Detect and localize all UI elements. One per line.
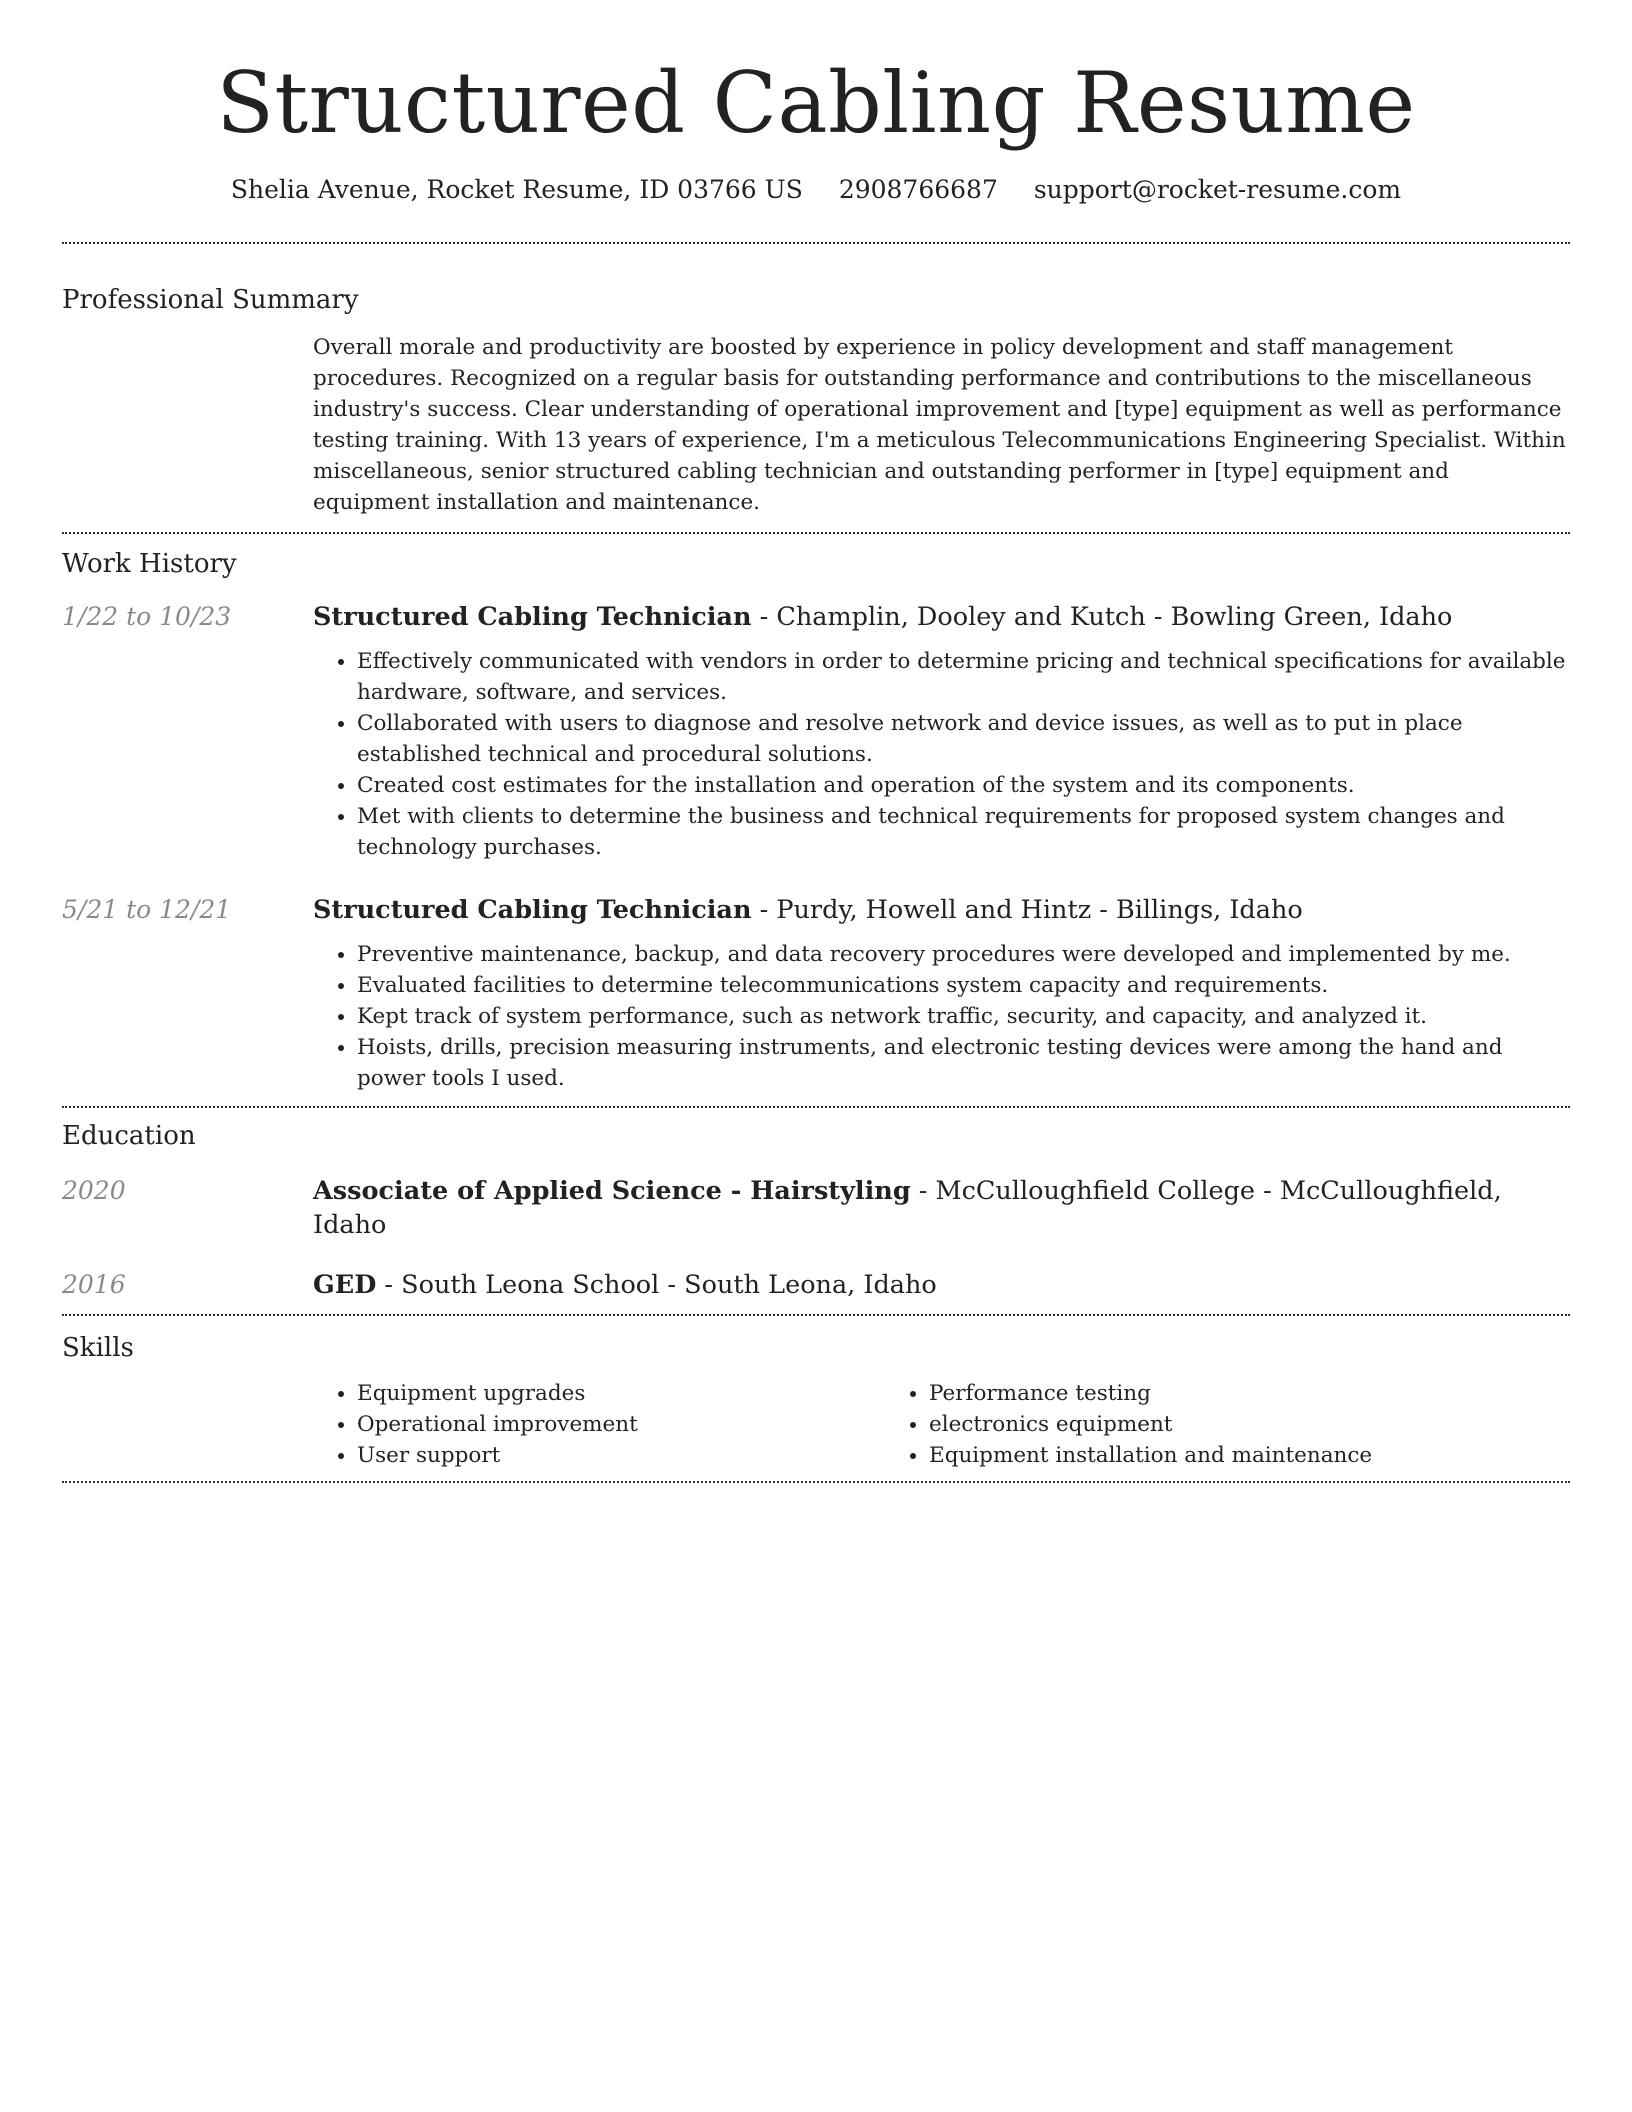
skills-list <box>313 1378 1570 1471</box>
education-school: - McCulloughfield College - McCulloughfield, Idaho <box>313 1176 1502 1240</box>
contact-address: Shelia Avenue, Rocket Resume, ID 03766 US <box>230 175 803 204</box>
list-item: • Collaborated with users to diagnose and resolve network and device issues, as well as to put in place established technical and procedural solutions. <box>357 708 1570 770</box>
contact-line <box>62 172 1570 208</box>
list-item: • electronics equipment <box>929 1409 1457 1440</box>
list-item: • Performance testing <box>929 1378 1457 1409</box>
section-title-work-history: Work History <box>62 549 237 579</box>
skills-column-right <box>885 1378 1457 1471</box>
divider <box>62 242 1570 244</box>
education-heading <box>313 1174 1570 1242</box>
job-company: - Champlin, Dooley and Kutch - Bowling Green, Idaho <box>751 602 1453 632</box>
list-item: • Equipment upgrades <box>357 1378 885 1409</box>
contact-phone: 2908766687 <box>838 175 998 204</box>
list-item: • User support <box>357 1440 885 1471</box>
education-year: 2020 <box>62 1176 126 1205</box>
summary-text: Overall morale and productivity are boosted by experience in policy development and staff management procedures. Recognized on a regular basis for outstanding performance and contributions to the miscellaneous industry's success. Clear understanding of operational improvement and [type] equipment as well as performance testing training. With 13 years of experience, I'm a meticulous Telecommunications Engineering Specialist. Within miscellaneous, senior structured cabling technician and outstanding performer in [type] equipment and equipment installation and maintenance. <box>313 335 1566 515</box>
job-dates: 5/21 to 12/21 <box>62 895 232 924</box>
job-heading <box>313 893 1570 927</box>
job-bullets <box>313 646 1570 863</box>
list-item: • Kept track of system performance, such as network traffic, security, and capacity, and analyzed it. <box>357 1001 1570 1032</box>
skills-column-left <box>313 1378 885 1471</box>
list-item: • Met with clients to determine the business and technical requirements for proposed system changes and technology purchases. <box>357 801 1570 863</box>
education-school: - South Leona School - South Leona, Idaho <box>376 1270 937 1300</box>
education-entry <box>62 1268 1570 1302</box>
education-degree: Associate of Applied Science - Hairstyling <box>313 1176 911 1206</box>
job-dates: 1/22 to 10/23 <box>62 602 232 631</box>
job-role: Structured Cabling Technician <box>313 602 752 632</box>
list-item: • Evaluated facilities to determine telecommunications system capacity and requirements. <box>357 970 1570 1001</box>
education-degree: GED <box>313 1270 377 1300</box>
list-item: • Effectively communicated with vendors in order to determine pricing and technical specifications for available hardware, software, and services. <box>357 646 1570 708</box>
job-heading <box>313 600 1570 634</box>
education-heading <box>313 1268 1570 1302</box>
education-entry <box>62 1174 1570 1242</box>
divider <box>62 532 1570 534</box>
job-bullets <box>313 939 1570 1094</box>
section-title-skills: Skills <box>62 1333 134 1363</box>
section-title-education: Education <box>62 1121 196 1151</box>
divider <box>62 1106 1570 1108</box>
contact-email: support@rocket-resume.com <box>1033 175 1402 204</box>
list-item: • Equipment installation and maintenance <box>929 1440 1457 1471</box>
list-item: • Hoists, drills, precision measuring instruments, and electronic testing devices were among the hand and power tools I used. <box>357 1032 1570 1094</box>
resume-title: Structured Cabling Resume <box>216 54 1416 152</box>
list-item: • Created cost estimates for the installation and operation of the system and its components. <box>357 770 1570 801</box>
divider <box>62 1314 1570 1316</box>
education-year: 2016 <box>62 1270 126 1299</box>
job-company: - Purdy, Howell and Hintz - Billings, Idaho <box>751 895 1303 925</box>
section-title-summary: Professional Summary <box>62 285 359 315</box>
job-entry <box>62 600 1570 863</box>
list-item: • Operational improvement <box>357 1409 885 1440</box>
divider <box>62 1481 1570 1483</box>
list-item: • Preventive maintenance, backup, and data recovery procedures were developed and implemented by me. <box>357 939 1570 970</box>
job-role: Structured Cabling Technician <box>313 895 752 925</box>
job-entry <box>62 893 1570 1094</box>
